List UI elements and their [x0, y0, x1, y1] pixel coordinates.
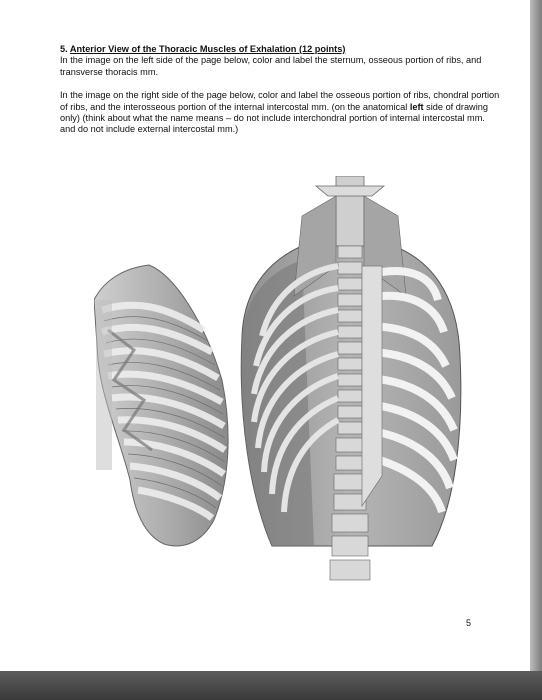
instruction-paragraph-1: In the image on the left side of the page below, color and label the sternum, osseous portion of ribs, and transverse thoracis mm.: [60, 55, 482, 77]
instruction-paragraph-2-part2: side of drawing only) (think about what the name means – do not include interchondral portion of internal intercostal mm. and do not include external intercostal mm.): [60, 101, 488, 135]
instruction-paragraph-2-bold: left: [409, 101, 424, 112]
page-number: 5: [466, 618, 472, 628]
instruction-paragraph-2-part1: In the image on the right side of the page below, color and label the osseous portion of ribs, chondral portion of ribs, and the interosseous portion of the internal intercostal mm. (on the anatomical: [60, 90, 500, 112]
question-title: Anterior View of the Thoracic Muscles of Exhalation (12 points): [69, 44, 346, 54]
instruction-paragraph-2: [60, 90, 500, 136]
anterior-thoracic-wall-illustration: [94, 260, 232, 550]
page-edge-shadow: [530, 0, 542, 671]
thoracic-cage-spine-illustration: [232, 176, 468, 582]
question-text: [60, 44, 500, 136]
question-heading: [60, 44, 500, 55]
question-number: 5.: [60, 44, 68, 54]
viewer-bottom-bar: [0, 671, 542, 700]
